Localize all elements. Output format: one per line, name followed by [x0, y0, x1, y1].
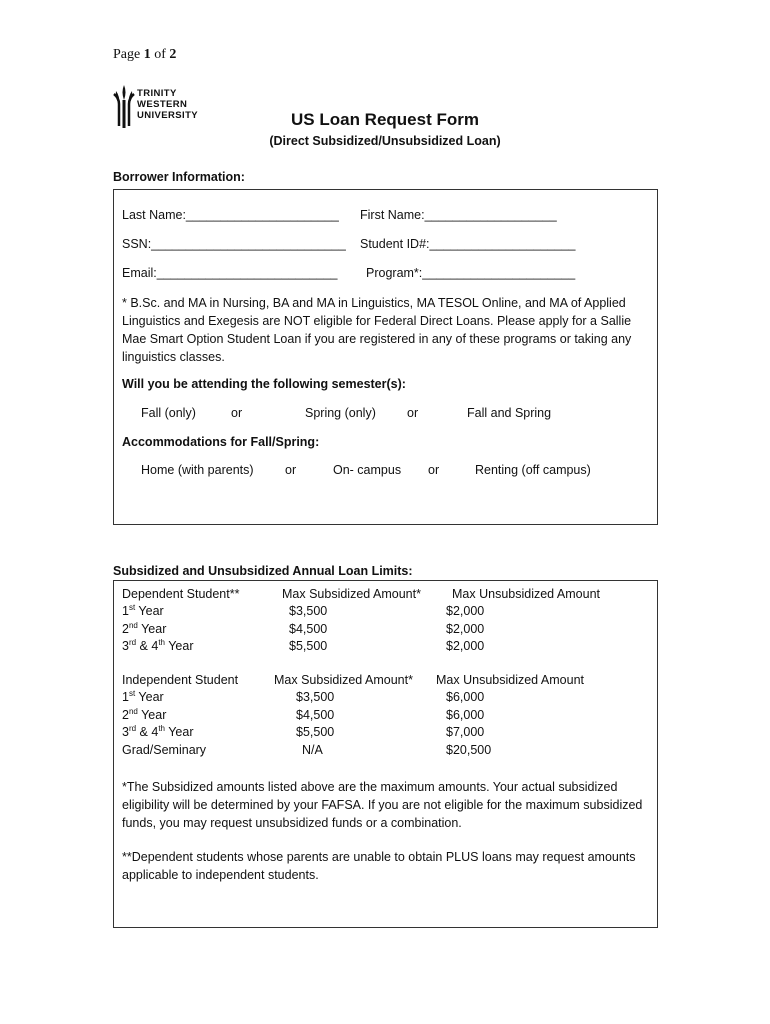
independent-subsidized-amount: N/A [302, 743, 323, 757]
semester-option-fall[interactable]: Fall (only) [141, 406, 196, 420]
student-id-field[interactable]: Student ID#:_____________________ [360, 237, 576, 251]
subsidized-amounts-note: *The Subsidized amounts listed above are the maximum amounts. Your actual subsidized eligibility will be determined by your FAFSA. If you are not eligible for the maximum subsidized funds, you may request unsubsidized funds or a combination. [122, 780, 643, 830]
form-subtitle: (Direct Subsidized/Unsubsidized Loan) [269, 134, 501, 148]
independent-year-label: 3rd & 4th Year [122, 723, 194, 739]
independent-subsidized-amount: $3,500 [296, 690, 335, 704]
independent-year-label: 2nd Year [122, 706, 167, 722]
accommodation-question: Accommodations for Fall/Spring: [122, 435, 320, 449]
semester-option-spring[interactable]: Spring (only) [305, 406, 376, 420]
eligibility-note: * B.Sc. and MA in Nursing, BA and MA in Linguistics, MA TESOL Online, and MA of Applied Linguistics and Exegesis are NOT eligible for Federal Direct Loans. Please apply for a Sallie Mae Smart Option Student Loan if you are registered in any of these programs or taking any linguistics classes. [122, 296, 632, 364]
first-name-field[interactable]: First Name:___________________ [360, 208, 557, 222]
dependent-year-label: 1st Year [122, 602, 164, 618]
dependent-student-header: Dependent Student** [122, 587, 240, 601]
independent-unsubsidized-amount: $6,000 [446, 708, 485, 722]
independent-max-unsubsidized-header: Max Unsubsidized Amount [436, 673, 584, 687]
dependent-max-subsidized-header: Max Subsidized Amount* [282, 587, 421, 601]
independent-unsubsidized-amount: $20,500 [446, 743, 492, 757]
independent-max-subsidized-header: Max Subsidized Amount* [274, 673, 413, 687]
program-field[interactable]: Program*:______________________ [366, 266, 576, 280]
accommodation-or: or [428, 463, 440, 477]
dependent-max-unsubsidized-header: Max Unsubsidized Amount [452, 587, 600, 601]
independent-subsidized-amount: $5,500 [296, 725, 335, 739]
last-name-field[interactable]: Last Name:______________________ [122, 208, 339, 222]
accommodation-option-home[interactable]: Home (with parents) [141, 463, 254, 477]
accommodation-option-on-campus[interactable]: On- campus [333, 463, 402, 477]
dependent-subsidized-amount: $4,500 [289, 622, 328, 636]
borrower-section-label: Borrower Information: [113, 170, 245, 184]
email-field[interactable]: Email:__________________________ [122, 266, 338, 280]
dependent-unsubsidized-amount: $2,000 [446, 639, 485, 653]
dependent-subsidized-amount: $5,500 [289, 639, 328, 653]
independent-unsubsidized-amount: $6,000 [446, 690, 485, 704]
independent-year-label: Grad/Seminary [122, 743, 207, 757]
semester-or: or [407, 406, 419, 420]
independent-subsidized-amount: $4,500 [296, 708, 335, 722]
form-title: US Loan Request Form [291, 110, 479, 129]
semester-or: or [231, 406, 243, 420]
loan-limits-section-label: Subsidized and Unsubsidized Annual Loan Limits: [113, 564, 413, 578]
independent-student-header: Independent Student [122, 673, 239, 687]
independent-year-label: 1st Year [122, 688, 164, 704]
semester-option-fall-and-spring[interactable]: Fall and Spring [467, 406, 552, 420]
accommodation-or: or [285, 463, 297, 477]
independent-unsubsidized-amount: $7,000 [446, 725, 485, 739]
dependent-year-label: 2nd Year [122, 620, 167, 636]
dependent-year-label: 3rd & 4th Year [122, 637, 194, 653]
dependent-subsidized-amount: $3,500 [289, 604, 328, 618]
dependent-students-note: **Dependent students whose parents are unable to obtain PLUS loans may request amounts applicable to independent students. [122, 850, 636, 882]
page-number: Page 1 of 2 [113, 47, 177, 62]
logo-wordmark: TRINITY WESTERN UNIVERSITY [137, 88, 199, 121]
accommodation-option-renting[interactable]: Renting (off campus) [475, 463, 591, 477]
dependent-unsubsidized-amount: $2,000 [446, 604, 485, 618]
dependent-unsubsidized-amount: $2,000 [446, 622, 485, 636]
semester-question: Will you be attending the following semester(s): [122, 377, 406, 391]
ssn-field[interactable]: SSN:____________________________ [122, 237, 346, 251]
